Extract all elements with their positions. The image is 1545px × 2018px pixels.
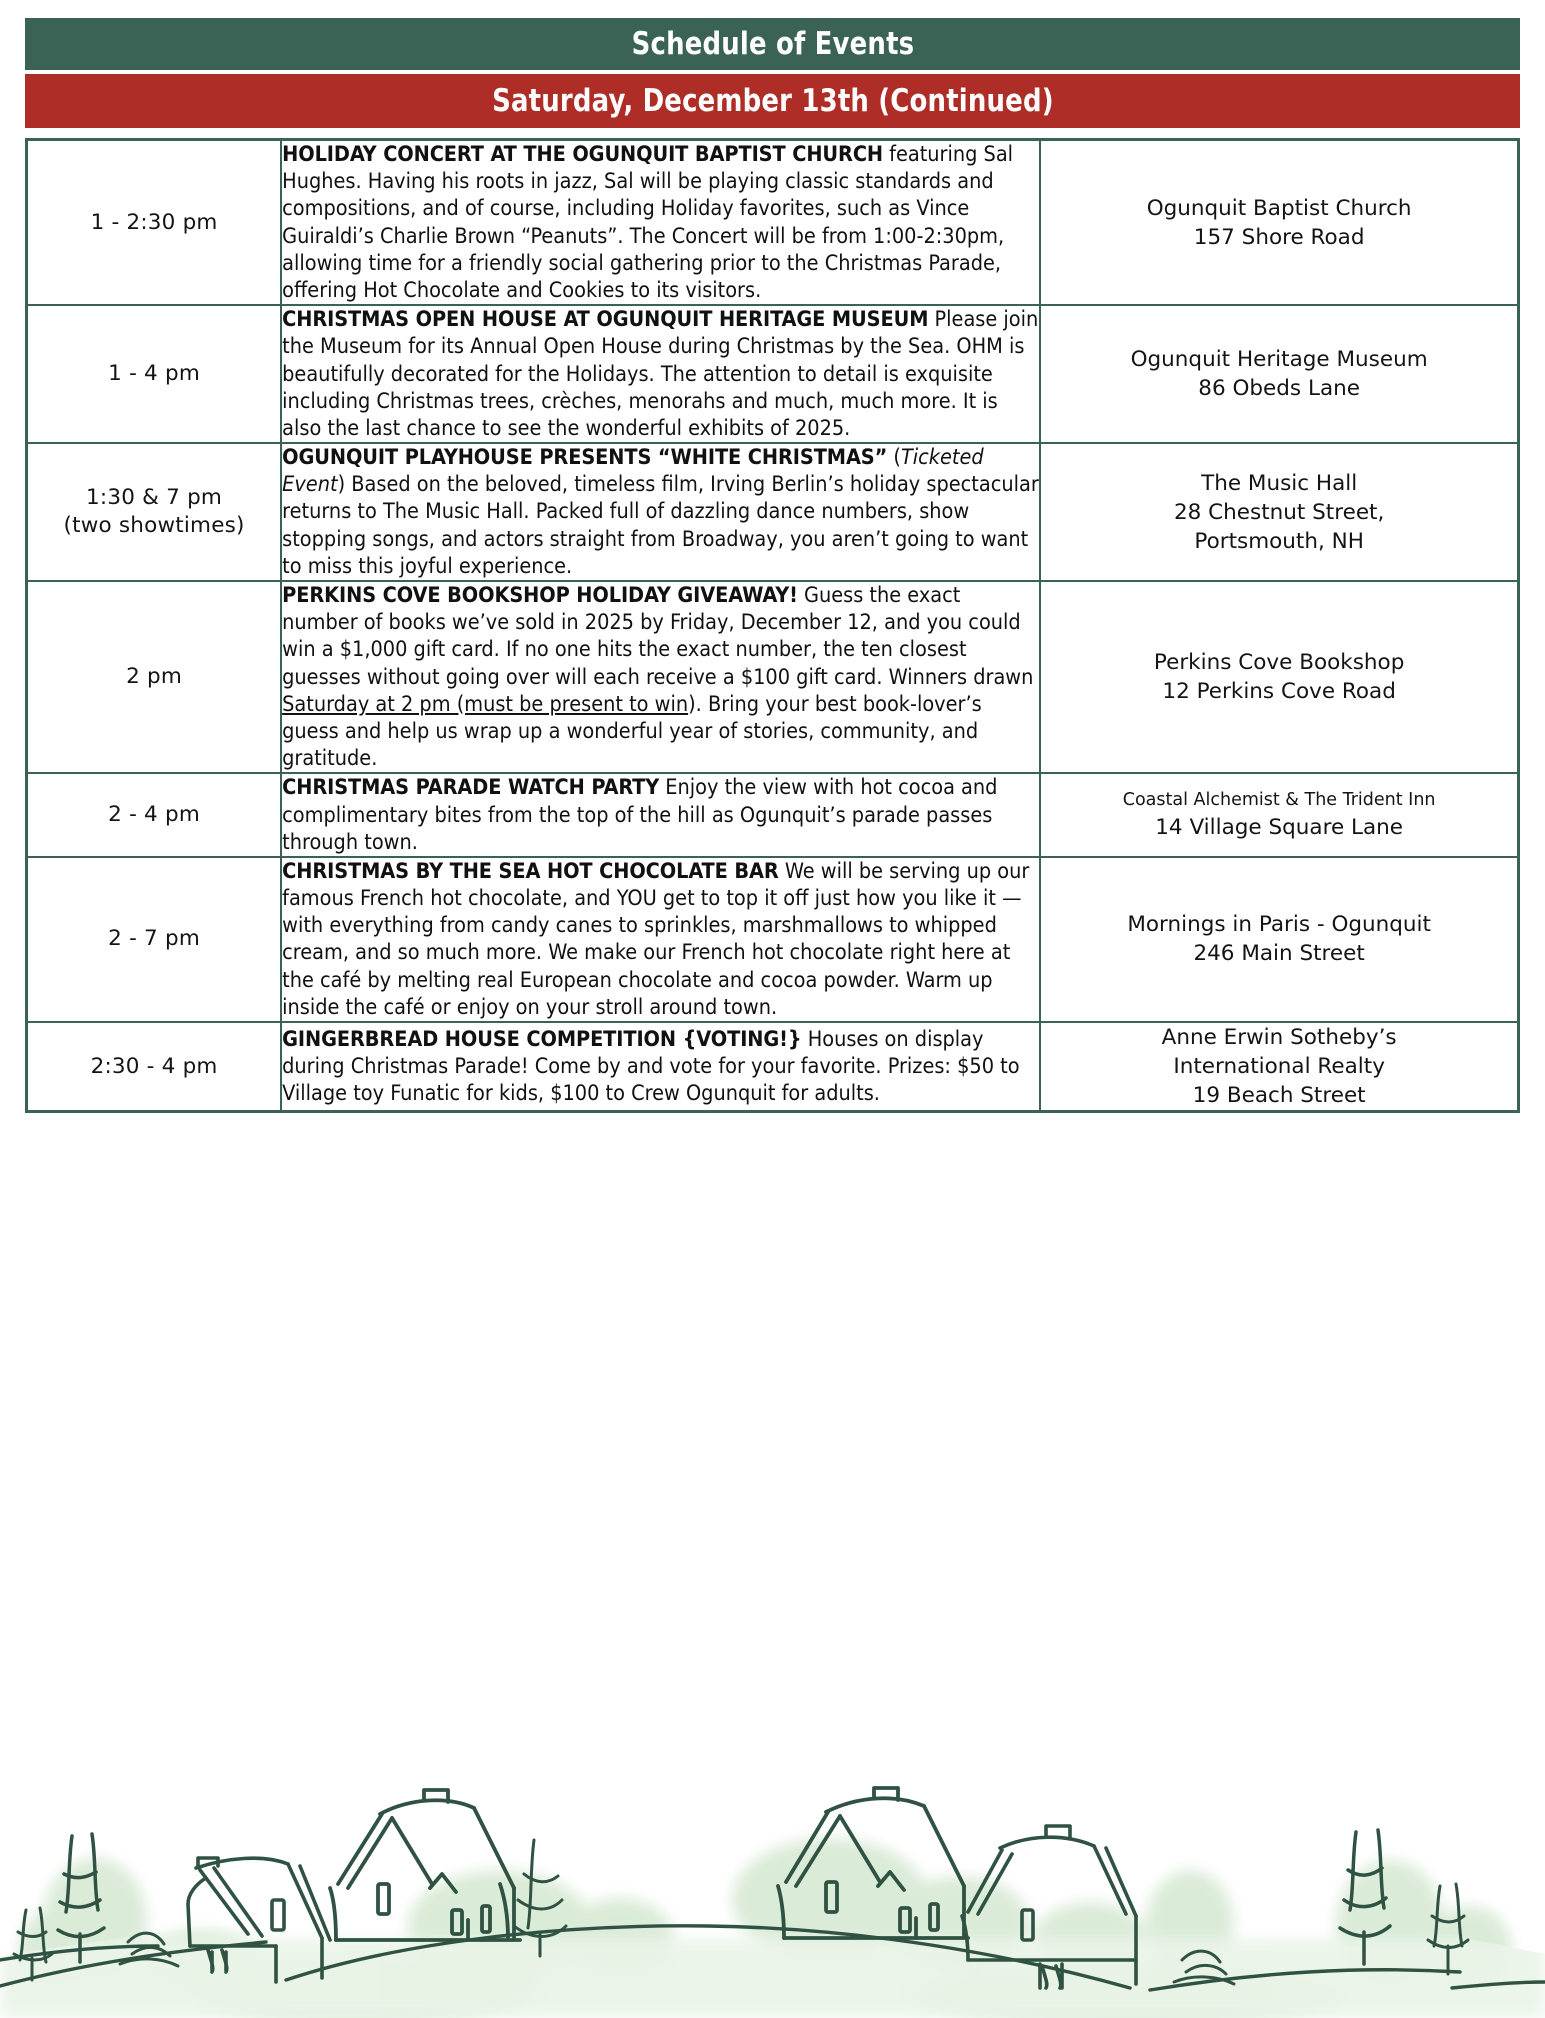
- schedule-table-body: [27, 140, 1519, 1112]
- snowy-village-hill-illustration: [0, 1688, 1545, 2018]
- event-location-line: 14 Village Square Lane: [1155, 814, 1404, 840]
- event-location-cell: [1040, 443, 1518, 581]
- event-time-line: 2 pm: [126, 664, 183, 690]
- event-location-line: 246 Main Street: [1193, 941, 1365, 967]
- event-title: OGUNQUIT PLAYHOUSE PRESENTS “WHITE CHRISTMAS”: [282, 445, 888, 471]
- event-description-cell: [281, 581, 1040, 773]
- event-time-line: 1 - 4 pm: [108, 361, 200, 387]
- event-location-line: 19 Beach Street: [1192, 1083, 1366, 1109]
- event-time-cell: [27, 1022, 282, 1112]
- event-location-cell: [1040, 857, 1518, 1022]
- event-location-line: 28 Chestnut Street,: [1173, 499, 1385, 525]
- event-title: CHRISTMAS BY THE SEA HOT CHOCOLATE BAR: [282, 858, 779, 884]
- event-body-text: featuring Sal Hughes. Having his roots in jazz, Sal will be playing classic standards and compositions, and of course, including Holiday favorites, such as Vince Guiraldi’s Charlie Brown “Peanuts”. The Concert will be from 1:00-2:30pm, allowing time for a friendly social gathering prior to the Christmas Parade, offering Hot Chocolate and Cookies to its visitors.: [282, 142, 1014, 303]
- event-time-line: (two showtimes): [63, 513, 245, 539]
- event-body-italic: Ticketed Event: [282, 445, 984, 498]
- event-body-text: We will be serving up our famous French hot chocolate, and YOU get to top it off just how you like it — with everything from candy canes to sprinkles, marshmallows to whipped cream, and so much more. We make our French hot chocolate right here at the café by melting real European chocolate and cocoa powder. Warm up inside the café or enjoy on your stroll around town.: [282, 858, 1030, 1020]
- page-subtitle: Saturday, December 13th (Continued): [491, 83, 1054, 119]
- event-time-cell: [27, 581, 282, 773]
- event-location-line: 86 Obeds Lane: [1198, 376, 1360, 402]
- event-location-line: Ogunquit Heritage Museum: [1130, 347, 1428, 373]
- event-title: PERKINS COVE BOOKSHOP HOLIDAY GIVEAWAY!: [282, 583, 798, 608]
- event-time-cell: [27, 857, 282, 1022]
- event-time-line: 1 - 2:30 pm: [90, 209, 218, 235]
- event-time-cell: [27, 140, 282, 306]
- event-description-cell: [281, 773, 1040, 857]
- event-title: CHRISTMAS PARADE WATCH PARTY: [282, 775, 660, 801]
- event-body-pre: Guess the exact number of books we’ve sold in 2025 by Friday, December 12, and you could win a $1,000 gift card. If no one hits the exact number, the ten closest guesses without going over will each receive a $100 gift card. Winners drawn: [282, 583, 1034, 690]
- event-body-post: ) Based on the beloved, timeless film, Irving Berlin’s holiday spectacular returns to The Music Hall. Packed full of dazzling dance numbers, show stopping songs, and actors straight from Broadway, you aren’t going to want to miss this joyful experience.: [282, 472, 1039, 579]
- event-location-cell: [1040, 773, 1518, 857]
- page-title-banner: [25, 18, 1520, 70]
- event-location-line: Portsmouth, NH: [1194, 528, 1364, 554]
- event-location-cell: [1040, 140, 1518, 306]
- table-row: [27, 443, 1519, 581]
- event-description-cell: [281, 1022, 1040, 1112]
- event-description-cell: [281, 443, 1040, 581]
- event-location-line: 12 Perkins Cove Road: [1162, 679, 1396, 705]
- event-location-line: 157 Shore Road: [1193, 224, 1365, 250]
- event-title: CHRISTMAS OPEN HOUSE AT OGUNQUIT HERITAGE MUSEUM: [282, 307, 929, 333]
- table-row: [27, 305, 1519, 443]
- event-time-cell: [27, 305, 282, 443]
- event-time-line: 2:30 - 4 pm: [90, 1053, 218, 1079]
- event-time-line: 2 - 4 pm: [108, 802, 200, 828]
- table-row: [27, 140, 1519, 306]
- event-location-line: The Music Hall: [1201, 470, 1358, 496]
- page-title: Schedule of Events: [631, 26, 914, 62]
- event-description-cell: [281, 305, 1040, 443]
- event-location-line: International Realty: [1173, 1054, 1385, 1080]
- table-row: [27, 773, 1519, 857]
- event-description-cell: [281, 857, 1040, 1022]
- event-body-text: Please join the Museum for its Annual Open House during Christmas by the Sea. OHM is beautifully decorated for the Holidays. The attention to detail is exquisite including Christmas trees, crèches, menorahs and much, much more. It is also the last chance to see the wonderful exhibits of 2025.: [282, 307, 1039, 441]
- event-body-pre: (: [887, 445, 901, 471]
- event-body-post: ). Bring your best book-lover’s guess and help us wrap up a wonderful year of stories, community, and gratitude.: [282, 691, 982, 772]
- event-location-line: Mornings in Paris - Ogunquit: [1127, 912, 1431, 938]
- event-location-line: Perkins Cove Bookshop: [1153, 650, 1405, 676]
- event-location-cell: [1040, 1022, 1518, 1112]
- event-title: GINGERBREAD HOUSE COMPETITION {VOTING!}: [282, 1026, 802, 1052]
- table-row: [27, 1022, 1519, 1112]
- event-body-text: Enjoy the view with hot cocoa and complimentary bites from the top of the hill as Ogunquit’s parade passes through town.: [282, 775, 998, 855]
- event-body-text: Houses on display during Christmas Parade! Come by and vote for your favorite. Prizes: $50 to Village toy Funatic for kids, $100 to Crew Ogunquit for adults.: [282, 1026, 1020, 1107]
- event-time-cell: [27, 443, 282, 581]
- page-subtitle-banner: [25, 74, 1520, 128]
- event-time-line: 2 - 7 pm: [108, 926, 200, 952]
- event-description-cell: [281, 140, 1040, 306]
- event-location-line: Anne Erwin Sotheby’s: [1161, 1025, 1397, 1050]
- event-location-venue: Coastal Alchemist & The Trident Inn: [1122, 790, 1436, 811]
- table-row: [27, 857, 1519, 1022]
- event-location-cell: [1040, 581, 1518, 773]
- event-time-cell: [27, 773, 282, 857]
- schedule-page: [0, 18, 1545, 2018]
- schedule-table: [25, 138, 1520, 1113]
- table-row: [27, 581, 1519, 773]
- event-location-cell: [1040, 305, 1518, 443]
- event-body-underlined: Saturday at 2 pm (must be present to win: [282, 691, 689, 717]
- event-title: HOLIDAY CONCERT AT THE OGUNQUIT BAPTIST CHURCH: [282, 142, 883, 167]
- event-location-line: Ogunquit Baptist Church: [1146, 195, 1412, 221]
- event-time-line: 1:30 & 7 pm: [86, 485, 223, 511]
